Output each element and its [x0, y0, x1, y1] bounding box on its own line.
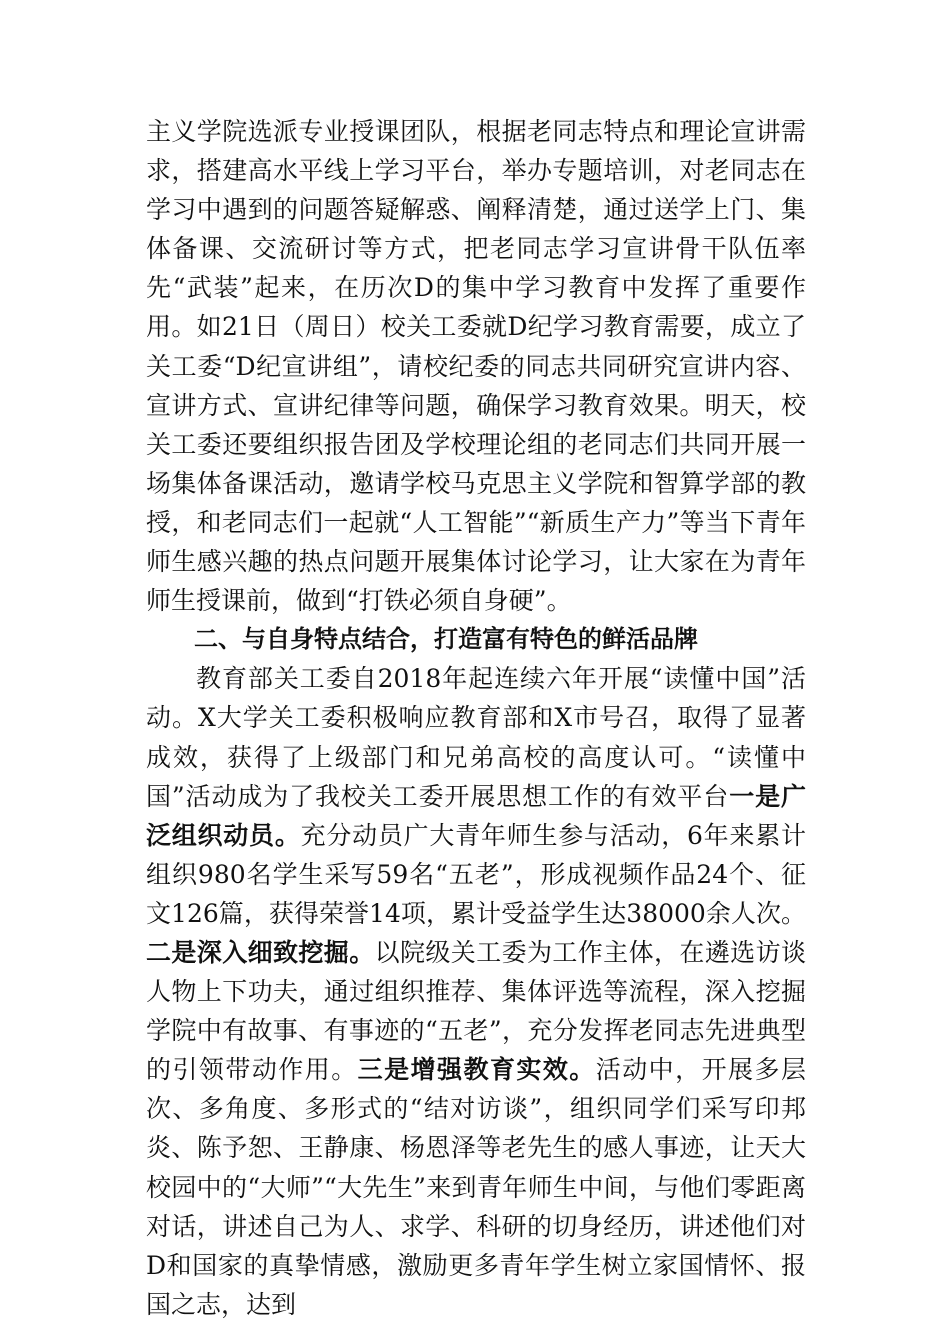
- paragraph-continued: 主义学院选派专业授课团队，根据老同志特点和理论宣讲需求，搭建高水平线上学习平台，举办专题培训，对老同志在学习中遇到的问题答疑解惑、阐释清楚，通过送学上门、集体备课、交流研讨等方式，把老同志学习宣讲骨干队伍率先“武装”起来，在历次D的集中学习教育中发挥了重要作用。如21日（周日）校关工委就D纪学习教育需要，成立了关工委“D纪宣讲组”，请校纪委的同志共同研究宣讲内容、宣讲方式、宣讲纪律等问题，确保学习教育效果。明天，校关工委还要组织报告团及学校理论组的老同志们共同开展一场集体备课活动，邀请学校马克思主义学院和智算学部的教授，和老同志们一起就“人工智能”“新质生产力”等当下青年师生感兴趣的热点问题开展集体讨论学习，让大家在为青年师生授课前，做到“打铁必须自身硬”。: [146, 117, 806, 616]
- document-page: [146, 112, 806, 1324]
- point-2-text: 以院级关工委为工作主体，在遴选访谈人物上下功夫，通过组织推荐、集体评选等流程，深入挖掘学院中有故事、有事迹的“五老”，充分发挥老同志先进典型的引领带动作用。: [146, 937, 806, 1085]
- point-3-label: 三是增强教育实效。: [357, 1055, 596, 1085]
- point-1-label: 一是广泛组织动员。: [146, 781, 806, 850]
- point-3-text: 活动中，开展多层次、多角度、多形式的“结对访谈”，组织同学们采写印邦炎、陈予恕、王静康、杨恩泽等老先生的感人事迹，让天大校园中的“大师”“大先生”来到青年师生中间，与他们零距离对话，讲述自己为人、求学、科研的切身经历，讲述他们对D和国家的真挚情感，激励更多青年学生树立家国情怀、报国之志，达到: [146, 1055, 806, 1319]
- paragraph-dudong-zhongguo: [146, 659, 806, 1324]
- point-1-text: 充分动员广大青年师生参与活动，6年来累计组织980名学生采写59名“五老”，形成视频作品24个、征文126篇，获得荣誉14项，累计受益学生达38000余人次。: [146, 820, 806, 928]
- paragraph-intro: 教育部关工委自2018年起连续六年开展“读懂中国”活动。X大学关工委积极响应教育部和X市号召，取得了显著成效，获得了上级部门和兄弟高校的高度认可。“读懂中国”活动成为了我校关工委开展思想工作的有效平台: [146, 664, 806, 811]
- point-2-label: 二是深入细致挖掘。: [146, 937, 375, 967]
- section-heading: 二、与自身特点结合，打造富有特色的鲜活品牌: [194, 625, 698, 654]
